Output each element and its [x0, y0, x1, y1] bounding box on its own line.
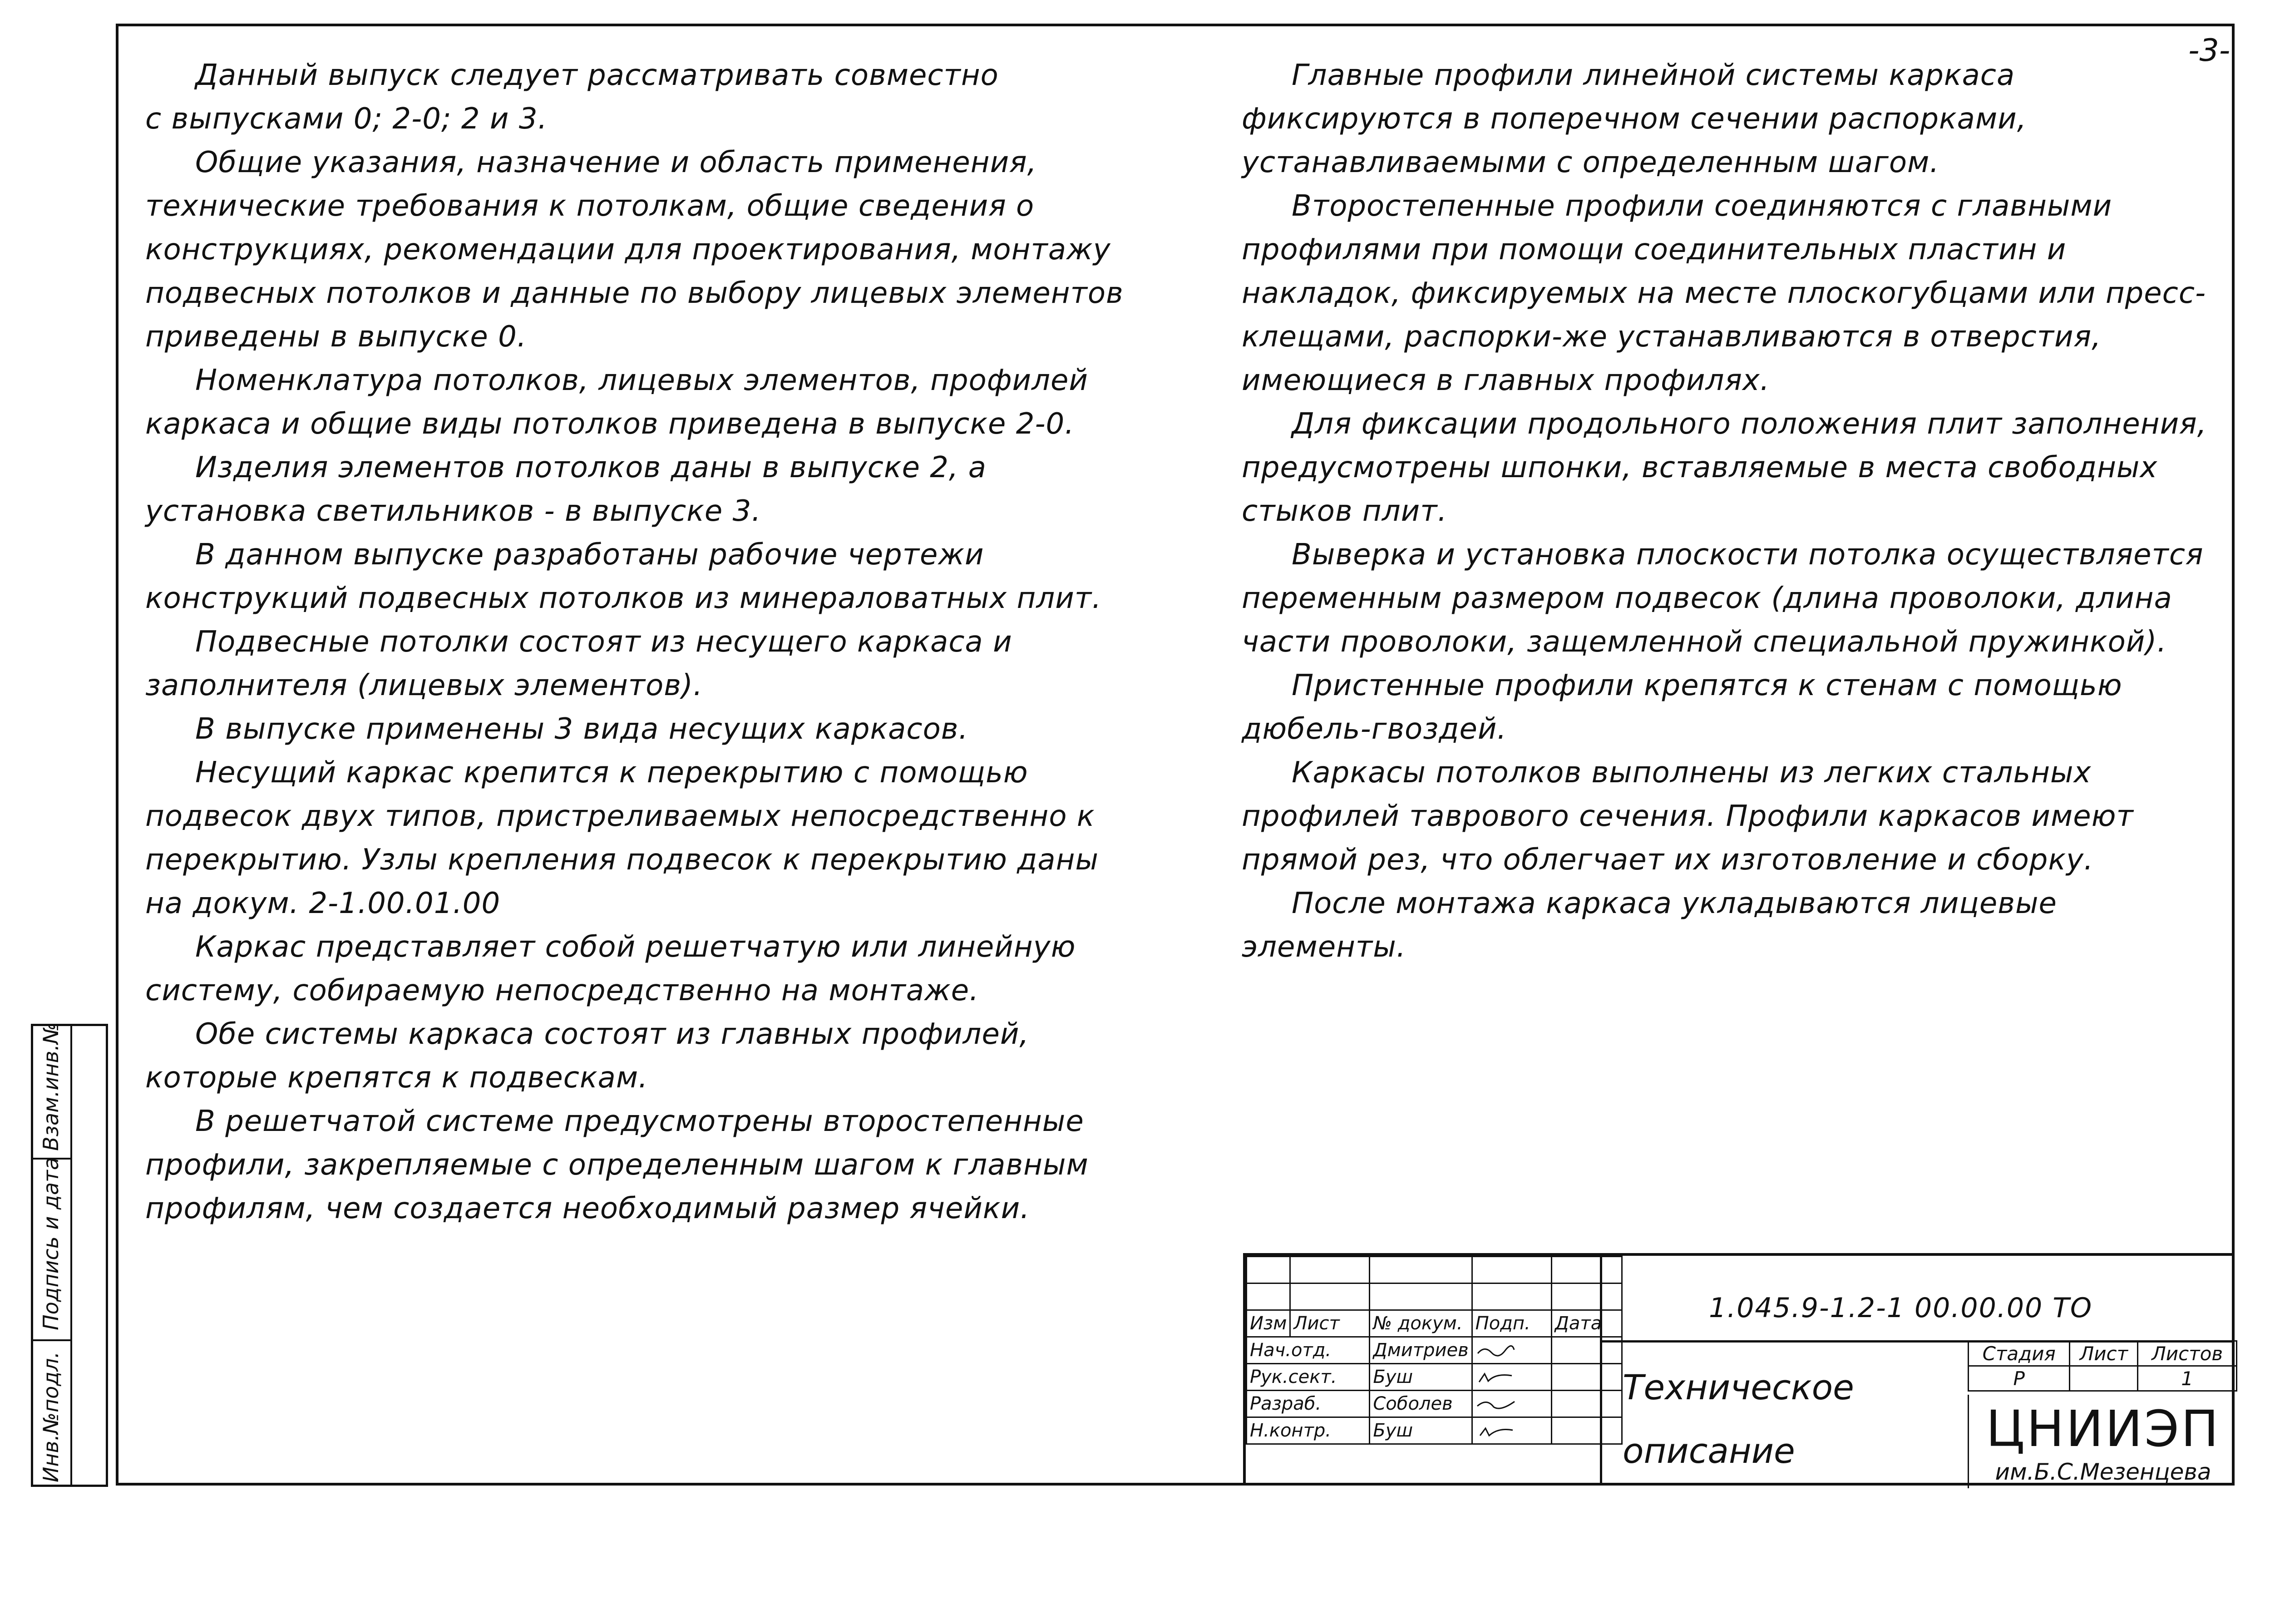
side-label-vzam-inv: Взам.инв.№ — [39, 1022, 63, 1151]
signature-cell — [1472, 1364, 1551, 1391]
paragraph: Общие указания, назначение и область применения, технические требования к потолкам, общие сведения о конструкциях, рекомендации для проектирования, монтажу подвесных потолков и данные по выбору лицевых элементов приведены в выпуске 0. — [145, 146, 1124, 354]
title-line: Техническое — [1623, 1367, 1854, 1407]
organization-name: ЦНИИЭП — [1986, 1400, 2221, 1458]
stage-value: 1 — [2138, 1366, 2237, 1391]
header-cell: Изм — [1247, 1310, 1290, 1337]
signature-cell — [1472, 1337, 1551, 1364]
paragraph: В решетчатой системе предусмотрены второстепенные профили, закрепляемые с определенным шагом к главным профилям, чем создается необходимый размер ячейки. — [145, 1105, 1089, 1225]
role-cell: Н.контр. — [1247, 1417, 1370, 1444]
document-title — [1623, 1356, 1854, 1483]
revision-table — [1246, 1256, 1623, 1445]
name-cell: Дмитриев — [1370, 1337, 1472, 1364]
stage-value: Р — [1969, 1366, 2070, 1391]
paragraph: Обе системы каркаса состоят из главных профилей, которые крепятся к подвескам. — [145, 1017, 1029, 1095]
side-label-inv-podl: Инв.№подл. — [39, 1351, 63, 1482]
paragraph: Несущий каркас крепится к перекрытию с помощью подвесок двух типов, пристреливаемых непосредственно к перекрытию. Узлы крепления подвесок к перекрытию даны на докум. 2-1.00.01.00 — [145, 756, 1099, 920]
stage-table — [1968, 1340, 2237, 1392]
divider — [1600, 1256, 1602, 1486]
right-text-column — [1242, 54, 2213, 969]
divider — [33, 1339, 70, 1341]
signature-mark — [1476, 1371, 1516, 1385]
side-stamp — [31, 1024, 108, 1487]
signature-cell — [1472, 1391, 1551, 1417]
organization-block — [1968, 1395, 2237, 1488]
divider — [70, 1026, 72, 1485]
paragraph: Второстепенные профили соединяются с главными профилями при помощи соединительных пластин и накладок, фиксируемых на месте плоскогубцами или пресс-клещами, распорки-же устанавливаются в отверстия, имеющиеся в главных профилях. — [1242, 189, 2206, 397]
paragraph: Для фиксации продольного положения плит заполнения, предусмотрены шпонки, вставляемые в места свободных стыков плит. — [1242, 407, 2207, 528]
stage-value — [2070, 1366, 2138, 1391]
name-cell: Буш — [1370, 1417, 1472, 1444]
paragraph: Пристенные профили крепятся к стенам с помощью дюбель-гвоздей. — [1242, 669, 2122, 746]
paragraph: Данный выпуск следует рассматривать совместно — [195, 59, 999, 92]
header-cell: Подп. — [1472, 1310, 1551, 1337]
left-text-column — [145, 54, 1144, 1230]
signature-cell — [1472, 1417, 1551, 1444]
stage-header: Лист — [2070, 1341, 2138, 1366]
paragraph: В выпуске применены 3 вида несущих каркасов. — [195, 712, 968, 746]
paragraph: Подвесные потолки состоят из несущего каркаса и заполнителя (лицевых элементов). — [145, 625, 1012, 702]
name-cell: Соболев — [1370, 1391, 1472, 1417]
signature-mark — [1476, 1344, 1516, 1358]
paragraph: Выверка и установка плоскости потолка осуществляется переменным размером подвесок (длина проволоки, длина части проволоки, защемленной специальной пружинкой). — [1242, 538, 2204, 659]
paragraph: Главные профили линейной системы каркаса фиксируются в поперечном сечении распорками, устанавливаемыми с определенным шагом. — [1242, 59, 2027, 179]
side-label-signature-date: Подпись и дата — [39, 1157, 63, 1330]
role-cell: Рук.сект. — [1247, 1364, 1370, 1391]
paragraph: Каркас представляет собой решетчатую или линейную систему, собираемую непосредственно на монтаже. — [145, 930, 1076, 1007]
document-code: 1.045.9-1.2-1 00.00.00 ТО — [1709, 1292, 2093, 1324]
title-block — [1243, 1253, 2235, 1486]
stage-header: Стадия — [1969, 1341, 2070, 1366]
paragraph: После монтажа каркаса укладываются лицевые элементы. — [1242, 887, 2057, 964]
header-cell: Лист — [1290, 1310, 1370, 1337]
paragraph: Каркасы потолков выполнены из легких стальных профилей таврового сечения. Профили каркасов имеют прямой рез, что облегчает их изготовление и сборку. — [1242, 756, 2134, 877]
header-cell: Дата — [1551, 1310, 1622, 1337]
paragraph: В данном выпуске разработаны рабочие чертежи конструкций подвесных потолков из минераловатных плит. — [145, 538, 1102, 615]
name-cell: Буш — [1370, 1364, 1472, 1391]
page-number: -3- — [2188, 33, 2231, 69]
paragraph: Изделия элементов потолков даны в выпуске 2, а установка светильников - в выпуске 3. — [145, 451, 987, 528]
stage-header: Листов — [2138, 1341, 2237, 1366]
role-cell: Разраб. — [1247, 1391, 1370, 1417]
organization-subtitle: им.Б.С.Мезенцева — [1995, 1459, 2211, 1485]
title-line: описание — [1623, 1431, 1795, 1471]
paragraph: Номенклатура потолков, лицевых элементов, профилей каркаса и общие виды потолков приведена в выпуске 2-0. — [145, 364, 1088, 441]
signature-mark — [1476, 1425, 1516, 1438]
paragraph: с выпусками 0; 2-0; 2 и 3. — [145, 102, 548, 136]
role-cell: Нач.отд. — [1247, 1337, 1370, 1364]
header-cell: № докум. — [1370, 1310, 1472, 1337]
signature-mark — [1476, 1398, 1516, 1412]
